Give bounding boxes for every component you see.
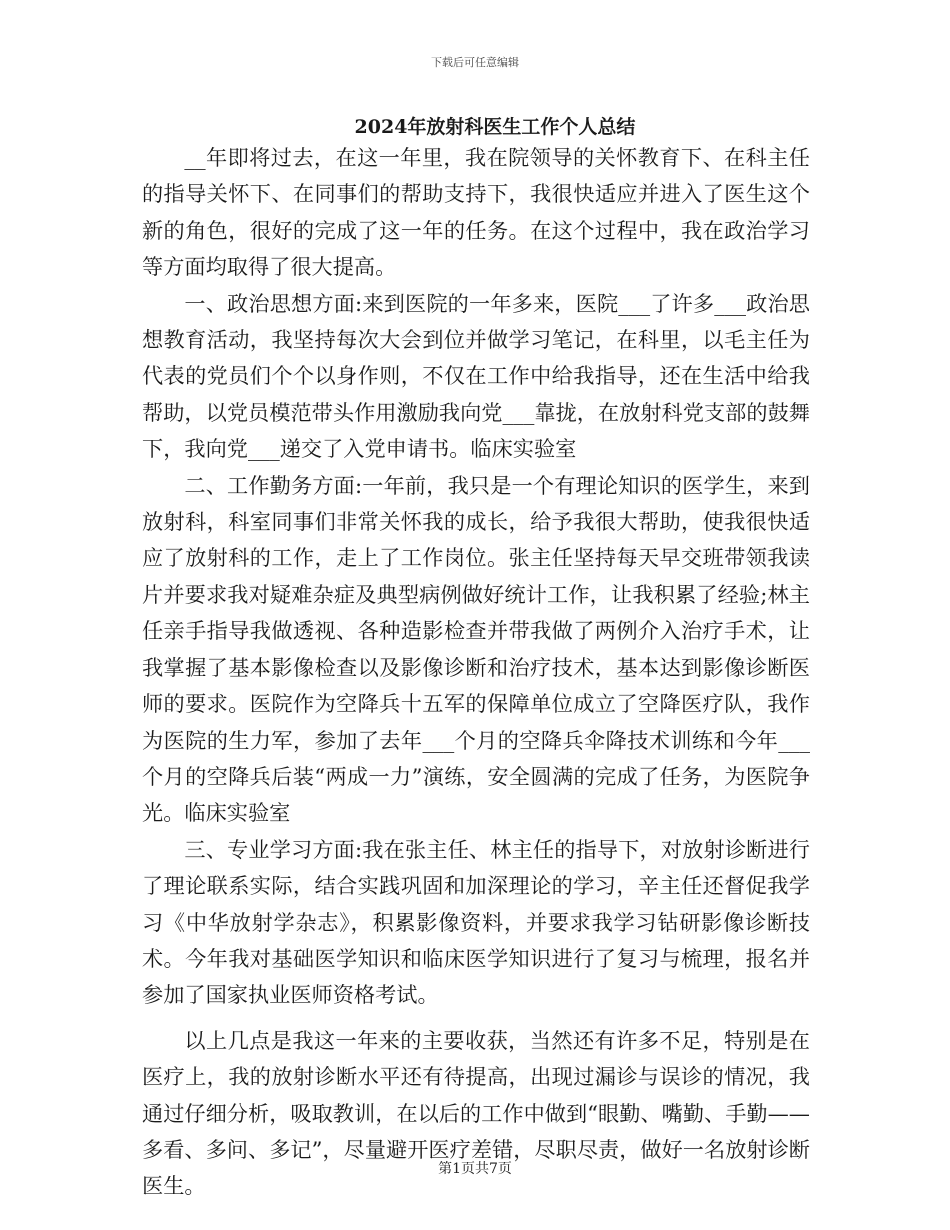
paragraph-study: 三、专业学习方面:我在张主任、林主任的指导下，对放射诊断进行了理论联系实际，结合实践巩固和加深理论的学习，辛主任还督促我学习《中华放射学杂志》，积累影像资料，并要求我学习钻研影像诊断技术。今年我对基础医学知识和临床医学知识进行了复习与梳理，报名并参加了国家执业医师资格考试。 <box>142 836 810 1008</box>
paragraph-intro: __年即将过去，在这一年里，我在院领导的关怀教育下、在科主任的指导关怀下、在同事们的帮助支持下，我很快适应并进入了医生这个新的角色，很好的完成了这一年的任务。在这个过程中，我在政治学习等方面均取得了很大提高。 <box>142 145 810 280</box>
paragraph-work: 二、工作勤务方面:一年前，我只是一个有理论知识的医学生，来到放射科，科室同事们非常关怀我的成长，给予我很大帮助，使我很快适应了放射科的工作，走上了工作岗位。张主任坚持每天早交班带领我读片并要求我对疑难杂症及典型病例做好统计工作，让我积累了经验;林主任亲手指导我做透视、各种造影检查并带我做了两例介入治疗手术，让我掌握了基本影像检查以及影像诊断和治疗技术，基本达到影像诊断医师的要求。医院作为空降兵十五军的保障单位成立了空降医疗队，我作为医院的生力军，参加了去年___个月的空降兵伞降技术训练和今年___个月的空降兵后装“两成一力”演练，安全圆满的完成了任务，为医院争光。临床实验室 <box>142 472 810 826</box>
paragraph-political: 一、政治思想方面:来到医院的一年多来，医院___了许多___政治思想教育活动，我坚持每次大会到位并做学习笔记，在科里，以毛主任为代表的党员们个个以身作则，不仅在工作中给我指导，还在生活中给我帮助，以党员模范带头作用激励我向党___靠拢，在放射科党支部的鼓舞下，我向党___递交了入党申请书。临床实验室 <box>142 290 810 462</box>
paragraph-conclusion: 以上几点是我这一年来的主要收获，当然还有许多不足，特别是在医疗上，我的放射诊断水平还有待提高，出现过漏诊与误诊的情况，我通过仔细分析，吸取教训，在以后的工作中做到“眼勤、嘴勤、手勤——多看、多问、多记”，尽量避开医疗差错，尽职尽责，做好一名放射诊断医生。 <box>142 1027 810 1199</box>
header-note: 下载后可任意编辑 <box>431 56 519 69</box>
document-body <box>142 140 810 1205</box>
page-number: 第1页共7页 <box>438 1161 512 1177</box>
document-title: 2024年放射科医生工作个人总结 <box>354 116 636 138</box>
